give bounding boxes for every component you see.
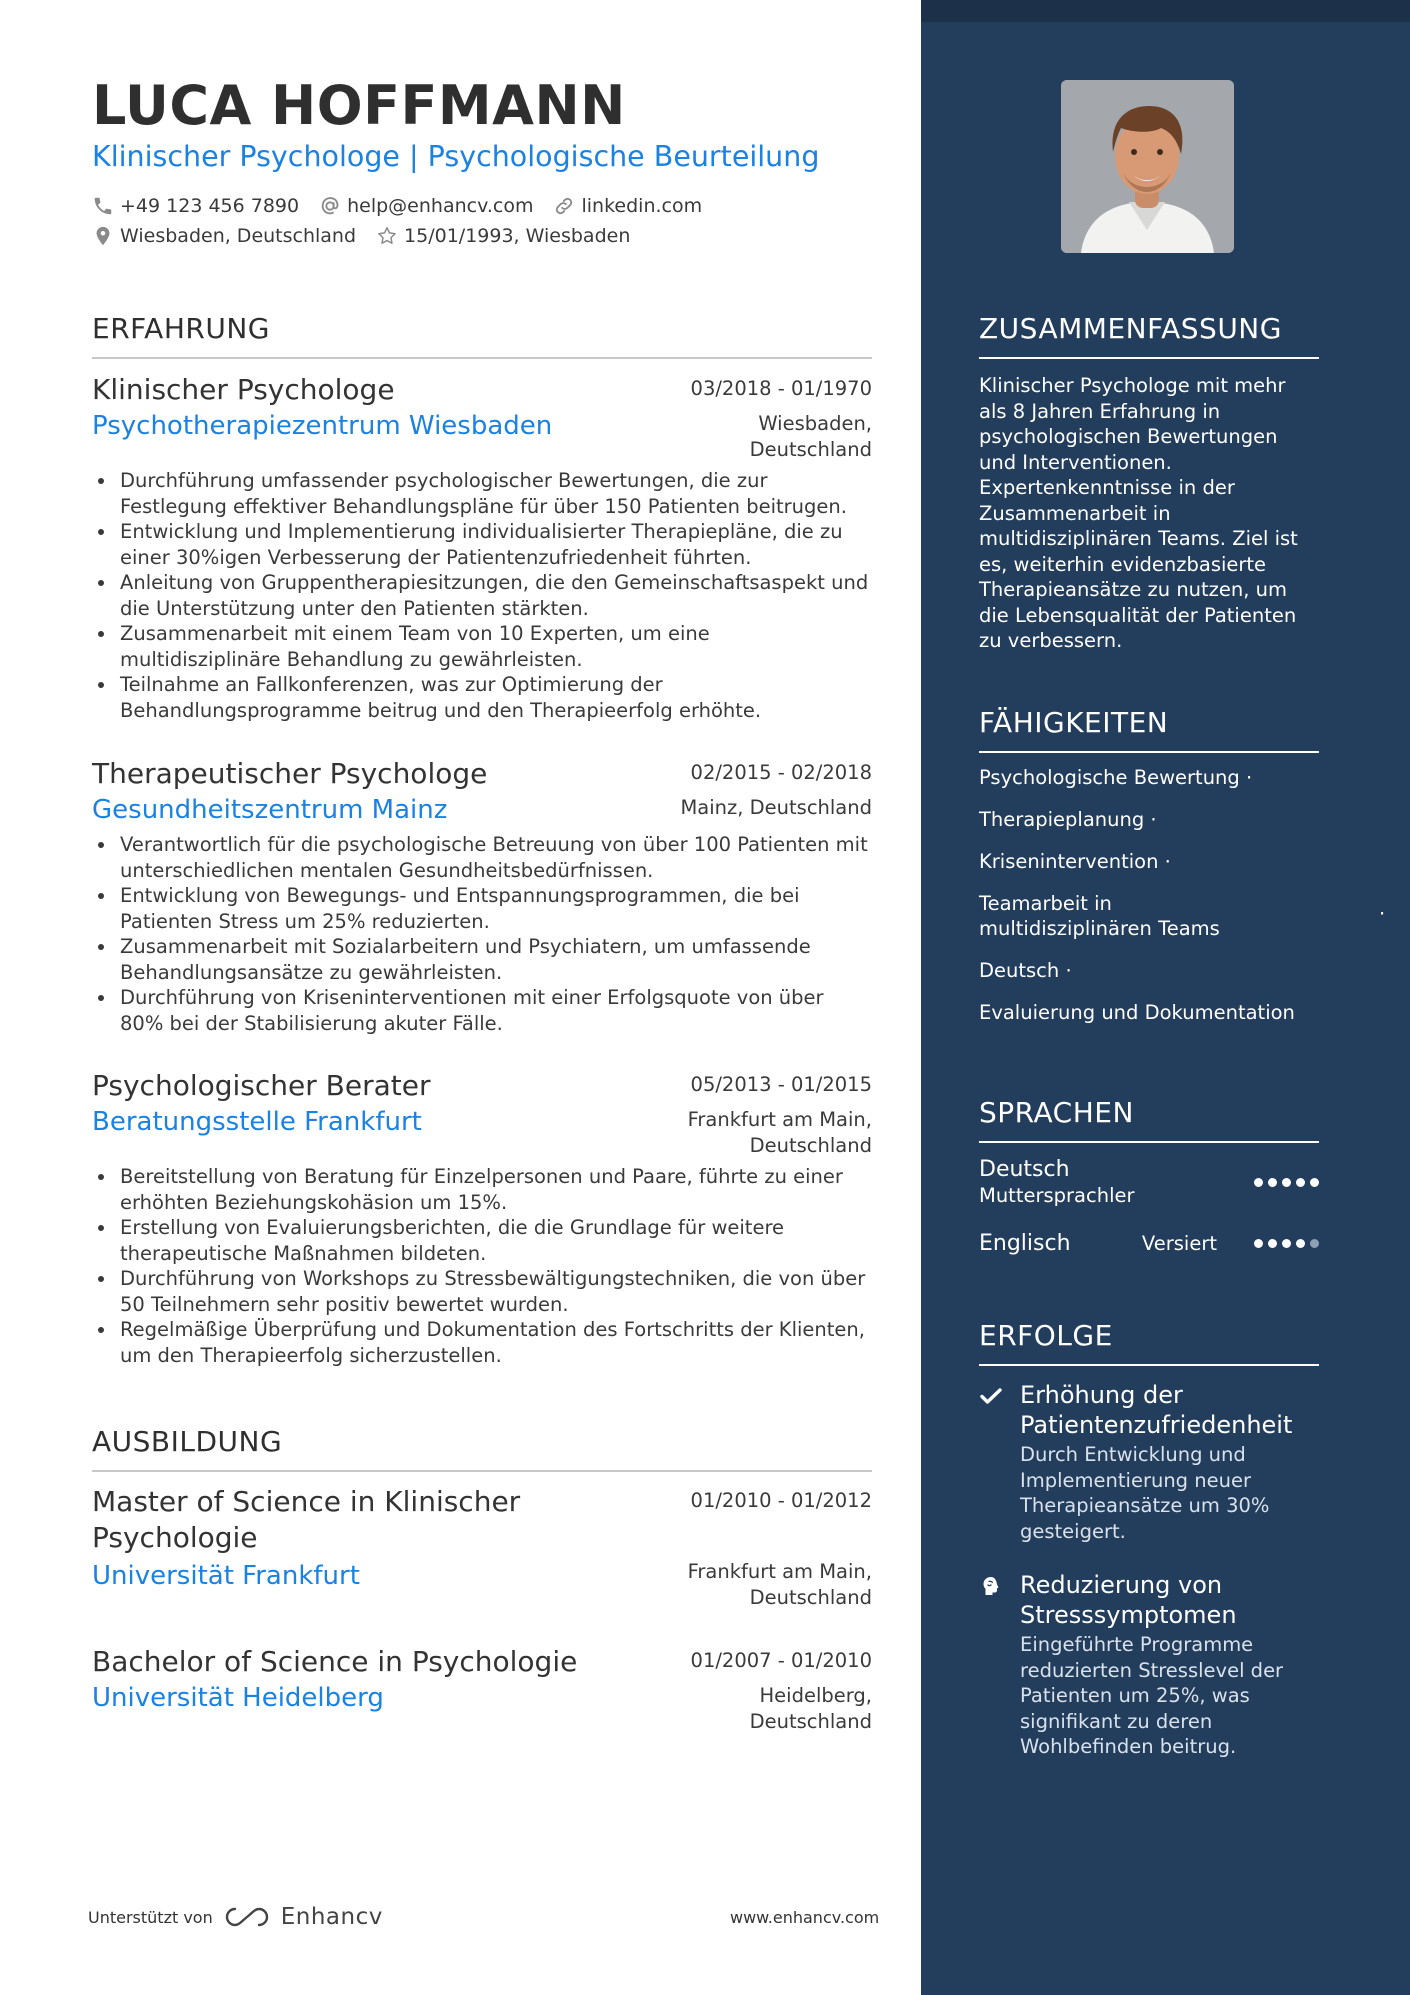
skill-item: Teamarbeit in multidisziplinären Teams · [979, 892, 1386, 940]
skills-title: FÄHIGKEITEN [979, 706, 1319, 753]
footer-url[interactable]: www.enhancv.com [730, 1908, 880, 1927]
bullet: Teilnahme an Fallkonferenzen, was zur Optimierung der Behandlungsprogramme beitrug und den Therapieerfolg erhöhte. [92, 672, 872, 723]
job-dates: 02/2015 - 02/2018 [690, 761, 872, 784]
profile-photo-illustration [1061, 80, 1234, 253]
skill-item: Krisenintervention · [979, 850, 1171, 873]
summary-text: Klinischer Psychologe mit mehr als 8 Jahren Erfahrung in psychologischen Bewertungen und Interventionen. Expertenkenntnisse in der Zusammenarbeit in multidisziplinären Teams. Ziel ist es, weiterhin evidenzbasierte Therapieansätze zu nutzen, um die Lebensqualität der Patienten zu verbessern. [979, 374, 1298, 652]
summary-title: ZUSAMMENFASSUNG [979, 312, 1319, 359]
education-entry [92, 1644, 872, 1734]
company-name[interactable]: Gesundheitszentrum Mainz [92, 795, 448, 825]
job-bullets [92, 1164, 872, 1368]
bullet: Durchführung umfassender psychologischer Bewertungen, die zur Festlegung effektiver Behandlungspläne für über 150 Patienten beitrugen. [92, 468, 872, 519]
experience-entry [92, 756, 872, 1036]
education-dates: 01/2007 - 01/2010 [690, 1649, 872, 1672]
language-item [979, 1231, 1319, 1256]
achievement-title: Reduzierung von Stresssymptomen [1020, 1571, 1237, 1629]
summary-section [979, 312, 1319, 654]
bullet: Durchführung von Kriseninterventionen mit einer Erfolgsquote von über 80% bei der Stabilisierung akuter Fälle. [92, 985, 872, 1036]
education-entry [92, 1484, 872, 1610]
language-name: Englisch [979, 1231, 1071, 1256]
bullet: Bereitstellung von Beratung für Einzelpersonen und Paare, führte zu einer erhöhten Beziehungskohäsion um 15%. [92, 1164, 872, 1215]
job-location: Mainz, Deutschland [680, 796, 872, 819]
bullet: Durchführung von Workshops zu Stressbewältigungstechniken, die von über 50 Teilnehmern sehr positiv bewertet wurden. [92, 1266, 872, 1317]
at-icon [319, 195, 341, 217]
language-rating [1249, 1239, 1319, 1248]
job-bullets [92, 468, 872, 723]
language-rating [1249, 1178, 1319, 1187]
job-dates: 05/2013 - 01/2015 [690, 1073, 872, 1096]
rating-dot-empty [1310, 1239, 1319, 1248]
degree-title: Master of Science in Klinischer Psychologie [92, 1485, 521, 1554]
rating-dot-filled [1268, 1178, 1277, 1187]
experience-entry [92, 1068, 872, 1368]
candidate-name: LUCA HOFFMANN [92, 74, 626, 137]
contact-phone[interactable] [92, 195, 299, 217]
rating-dot-filled [1296, 1239, 1305, 1248]
candidate-role: Klinischer Psychologe | Psychologische Beurteilung [92, 140, 820, 173]
enhancv-logo[interactable] [223, 1904, 383, 1930]
achievement-title: Erhöhung der Patientenzufriedenheit [1020, 1381, 1293, 1439]
education-dates: 01/2010 - 01/2012 [690, 1489, 872, 1512]
bullet: Entwicklung und Implementierung individualisierter Therapiepläne, die zu einer 30%igen Verbesserung der Patientenzufriedenheit führten. [92, 519, 872, 570]
language-level: Versiert [1141, 1232, 1217, 1255]
bullet: Anleitung von Gruppentherapiesitzungen, die den Gemeinschaftsaspekt und die Unterstützung unter den Patienten stärkten. [92, 570, 872, 621]
contact-linkedin[interactable] [553, 195, 702, 217]
star-icon [376, 225, 398, 247]
phone-text: +49 123 456 7890 [120, 195, 300, 217]
achievement-item [979, 1380, 1319, 1544]
brand-name: Enhancv [280, 1904, 383, 1930]
company-name[interactable]: Beratungsstelle Frankfurt [92, 1107, 422, 1137]
achievements-section [979, 1319, 1319, 1760]
skill-item: Therapieplanung · [979, 808, 1157, 831]
contact-info [92, 192, 872, 252]
achievements-title: ERFOLGE [979, 1319, 1319, 1366]
rating-dot-filled [1296, 1178, 1305, 1187]
education-location: Frankfurt am Main, Deutschland [687, 1560, 872, 1609]
skill-item: Evaluierung und Dokumentation [979, 1001, 1295, 1024]
bullet: Entwicklung von Bewegungs- und Entspannungsprogrammen, die bei Patienten Stress um 25% reduzierten. [92, 883, 872, 934]
powered-by-label: Unterstützt von [88, 1907, 213, 1927]
job-title: Therapeutischer Psychologe [92, 757, 488, 790]
skills-section [979, 706, 1386, 1030]
enhancv-logo-icon [223, 1905, 271, 1929]
link-icon [553, 195, 575, 217]
achievement-item [979, 1570, 1319, 1760]
job-bullets [92, 832, 872, 1036]
location-text: Wiesbaden, Deutschland [120, 225, 357, 247]
language-name: Deutsch [979, 1157, 1070, 1182]
school-name[interactable]: Universität Frankfurt [92, 1561, 360, 1591]
experience-section-title: ERFAHRUNG [92, 312, 872, 359]
location-pin-icon [92, 225, 114, 247]
bullet: Zusammenarbeit mit Sozialarbeitern und Psychiatern, um umfassende Behandlungsansätze zu gewährleisten. [92, 934, 872, 985]
brain-icon [979, 1574, 1003, 1598]
school-name[interactable]: Universität Heidelberg [92, 1683, 384, 1713]
rating-dot-filled [1282, 1178, 1291, 1187]
check-icon [979, 1384, 1003, 1408]
experience-entry [92, 372, 872, 723]
job-location: Frankfurt am Main, Deutschland [687, 1108, 872, 1157]
rating-dot-filled [1310, 1178, 1319, 1187]
contact-location [92, 225, 356, 247]
job-location: Wiesbaden, Deutschland [749, 412, 872, 461]
education-location: Heidelberg, Deutschland [749, 1684, 872, 1733]
language-level: Muttersprachler [979, 1184, 1135, 1207]
profile-photo [1061, 80, 1234, 253]
achievement-desc: Eingeführte Programme reduzierten Stresslevel der Patienten um 25%, was signifikant zu deren Wohlbefinden beitrug. [1020, 1633, 1284, 1758]
job-title: Klinischer Psychologe [92, 373, 395, 406]
bullet: Erstellung von Evaluierungsberichten, die die Grundlage für weitere therapeutische Maßnahmen bildeten. [92, 1215, 872, 1266]
degree-title: Bachelor of Science in Psychologie [92, 1645, 578, 1678]
bullet: Verantwortlich für die psychologische Betreuung von über 100 Patienten mit unterschiedlichen mentalen Gesundheitsbedürfnissen. [92, 832, 872, 883]
footer-powered-by [88, 1904, 383, 1930]
skills-list [979, 765, 1386, 1030]
languages-section [979, 1096, 1319, 1256]
company-name[interactable]: Psychotherapiezentrum Wiesbaden [92, 411, 553, 441]
skill-item: Deutsch · [979, 959, 1072, 982]
education-section-title: AUSBILDUNG [92, 1425, 872, 1472]
sidebar [921, 0, 1410, 1995]
phone-icon [92, 195, 114, 217]
contact-birth [376, 225, 630, 247]
email-text: help@enhancv.com [347, 195, 534, 217]
job-dates: 03/2018 - 01/1970 [690, 377, 872, 400]
languages-title: SPRACHEN [979, 1096, 1319, 1143]
skill-item: Psychologische Bewertung · [979, 766, 1253, 789]
rating-dot-filled [1254, 1178, 1263, 1187]
job-title: Psychologischer Berater [92, 1069, 431, 1102]
language-item [979, 1157, 1319, 1207]
linkedin-text: linkedin.com [581, 195, 703, 217]
rating-dot-filled [1254, 1239, 1263, 1248]
achievement-desc: Durch Entwicklung und Implementierung neuer Therapieansätze um 30% gesteigert. [1020, 1443, 1270, 1543]
sidebar-top-bar [921, 0, 1410, 22]
rating-dot-filled [1268, 1239, 1277, 1248]
rating-dot-filled [1282, 1239, 1291, 1248]
bullet: Zusammenarbeit mit einem Team von 10 Experten, um eine multidisziplinäre Behandlung zu gewährleisten. [92, 621, 872, 672]
contact-email[interactable] [319, 195, 533, 217]
bullet: Regelmäßige Überprüfung und Dokumentation des Fortschritts der Klienten, um den Therapieerfolg sicherzustellen. [92, 1317, 872, 1368]
birth-text: 15/01/1993, Wiesbaden [404, 225, 631, 247]
